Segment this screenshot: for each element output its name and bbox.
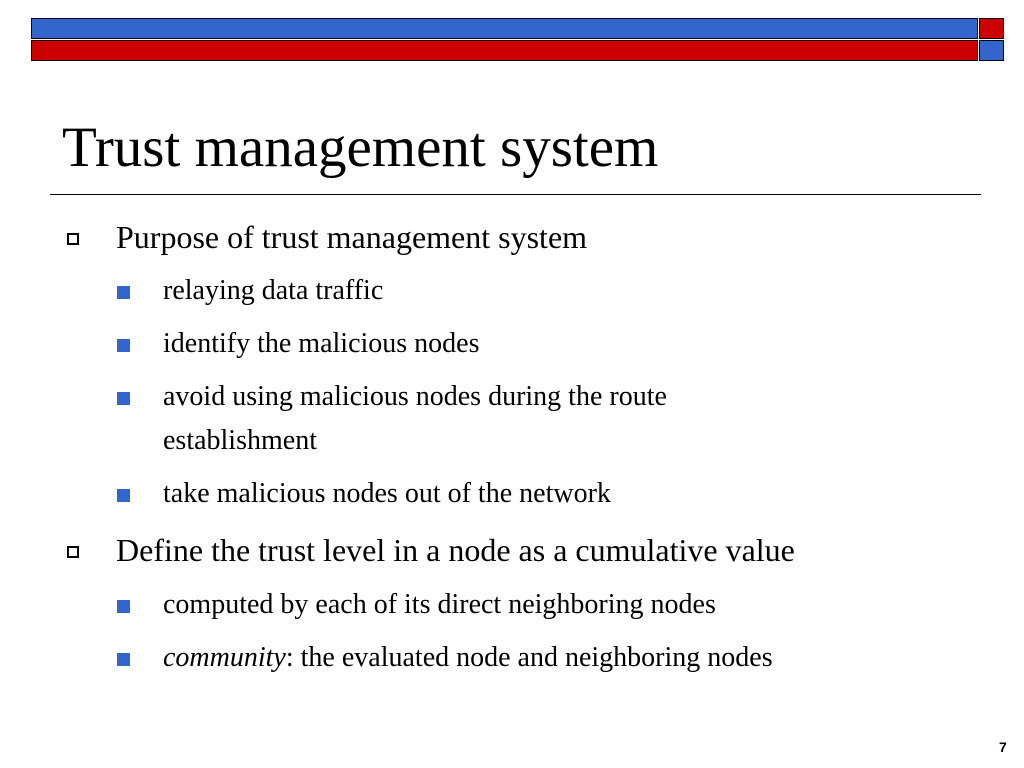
subbullet-computed: computed by each of its direct neighboring nodes bbox=[163, 589, 716, 620]
header-corner-blue bbox=[979, 40, 1004, 61]
subbullet-identify: identify the malicious nodes bbox=[163, 328, 480, 359]
header-bar-red bbox=[31, 40, 978, 61]
subbullet-avoid-continued: establishment bbox=[163, 425, 317, 456]
slide-title: Trust management system bbox=[62, 116, 659, 179]
bullet-define-trust: Define the trust level in a node as a cumulative value bbox=[116, 532, 795, 568]
square-bullet-icon bbox=[117, 653, 130, 666]
subbullet-relaying: relaying data traffic bbox=[163, 275, 384, 306]
square-bullet-icon bbox=[117, 286, 130, 299]
square-bullet-icon bbox=[117, 489, 130, 502]
hollow-square-bullet-icon bbox=[67, 546, 79, 558]
subbullet-avoid: avoid using malicious nodes during the route bbox=[163, 381, 667, 412]
page-number: 7 bbox=[999, 739, 1007, 755]
community-term: community bbox=[163, 642, 286, 673]
header-bar-blue bbox=[31, 18, 978, 39]
square-bullet-icon bbox=[117, 392, 130, 405]
subbullet-take-out: take malicious nodes out of the network bbox=[163, 478, 611, 509]
header-corner-red bbox=[979, 18, 1004, 39]
community-definition: : the evaluated node and neighboring nodes bbox=[285, 642, 773, 673]
title-rule bbox=[50, 194, 981, 195]
subbullet-community bbox=[163, 638, 773, 678]
square-bullet-icon bbox=[117, 600, 130, 613]
hollow-square-bullet-icon bbox=[67, 233, 79, 245]
square-bullet-icon bbox=[117, 339, 130, 352]
bullet-purpose: Purpose of trust management system bbox=[116, 219, 588, 255]
